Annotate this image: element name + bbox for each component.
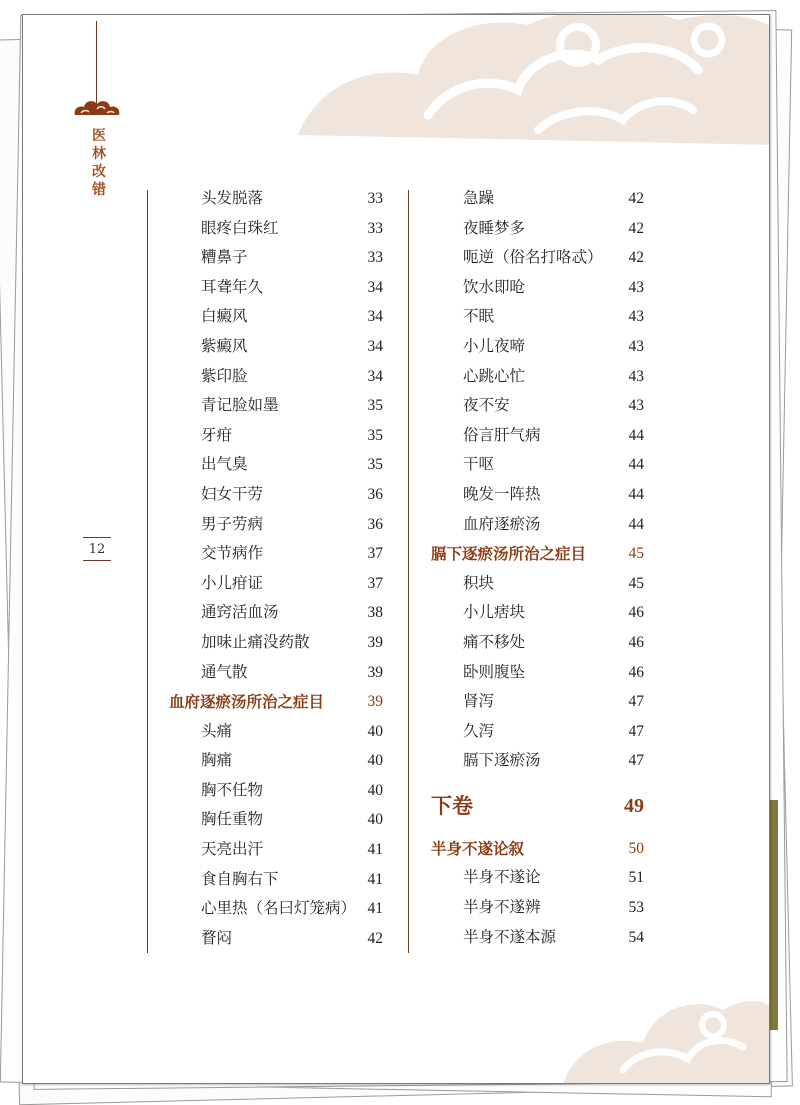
toc-entry-page: 33 [367, 219, 383, 237]
toc-entry-page: 36 [367, 485, 383, 503]
toc-entry-page: 53 [628, 899, 644, 917]
toc-entry-page: 38 [367, 604, 383, 622]
toc-entry-page: 54 [628, 928, 644, 946]
toc-entry-title: 眼疼白珠红 [201, 218, 279, 237]
toc-section-heading [169, 687, 383, 717]
toc-volume-entry [431, 781, 644, 831]
toc-entry [431, 421, 644, 451]
toc-entry-title: 心里热（名曰灯笼病） [201, 899, 357, 918]
toc-entry-page: 40 [367, 722, 383, 740]
toc-entry [169, 717, 383, 747]
toc-entry-title: 干呕 [463, 455, 495, 474]
toc-entry-title: 食自胸右下 [201, 869, 279, 888]
toc-entry-title: 糟鼻子 [201, 248, 248, 267]
toc-entry-title: 肾泻 [463, 692, 495, 711]
toc-right-column [431, 184, 644, 952]
toc-entry-page: 49 [624, 794, 644, 817]
toc-entry-title: 头痛 [201, 721, 233, 740]
toc-entry [169, 924, 383, 954]
toc-entry-page: 46 [628, 604, 644, 622]
toc-section-heading [431, 539, 644, 569]
toc-entry-title: 心跳心忙 [463, 366, 526, 385]
toc-entry [431, 480, 644, 510]
column-rule [408, 190, 409, 953]
toc-entry [169, 362, 383, 392]
toc-entry [431, 893, 644, 923]
toc-entry [169, 332, 383, 362]
toc-entry [169, 658, 383, 688]
toc-entry-page: 43 [628, 278, 644, 296]
toc-entry-page: 35 [367, 456, 383, 474]
toc-entry [431, 687, 644, 717]
toc-entry [169, 302, 383, 332]
toc-entry [431, 302, 644, 332]
toc-entry [431, 391, 644, 421]
toc-entry [431, 658, 644, 688]
toc-entry-title: 饮水即呛 [463, 277, 526, 296]
toc-entry [431, 450, 644, 480]
toc-entry [431, 923, 644, 953]
toc-entry [431, 510, 644, 540]
toc-entry-title: 通气散 [201, 662, 248, 681]
toc-entry-page: 34 [367, 278, 383, 296]
toc-entry-title: 不眠 [463, 307, 495, 326]
toc-entry [169, 391, 383, 421]
toc-entry-page: 39 [367, 633, 383, 651]
book-title: 医林改错 [92, 128, 106, 198]
toc-entry [169, 776, 383, 806]
column-rule [147, 190, 148, 953]
toc-entry-page: 36 [367, 515, 383, 533]
toc-entry-page: 40 [367, 752, 383, 770]
toc-entry-page: 41 [367, 841, 383, 859]
toc-entry-title: 晚发一阵热 [463, 484, 541, 503]
toc-entry [431, 628, 644, 658]
toc-entry-page: 47 [628, 693, 644, 711]
toc-entry-page: 50 [628, 839, 644, 857]
toc-entry-page: 43 [628, 308, 644, 326]
toc-entry [169, 273, 383, 303]
toc-entry-title: 耳聋年久 [201, 277, 264, 296]
toc-entry [169, 569, 383, 599]
toc-entry-page: 34 [367, 367, 383, 385]
toc-entry [431, 273, 644, 303]
toc-entry-page: 33 [367, 190, 383, 207]
toc-entry-title: 久泻 [463, 721, 495, 740]
toc-entry [169, 421, 383, 451]
toc-entry [431, 243, 644, 273]
toc-entry-title: 男子劳病 [201, 514, 264, 533]
toc-entry-title: 血府逐瘀汤 [463, 514, 541, 533]
toc-entry-title: 头发脱落 [201, 189, 264, 207]
toc-entry-page: 41 [367, 900, 383, 918]
toc-entry [431, 863, 644, 893]
toc-entry [169, 243, 383, 273]
toc-entry-title: 胸不任物 [201, 780, 264, 799]
toc-entry-page: 35 [367, 397, 383, 415]
toc-entry [169, 539, 383, 569]
toc-entry [169, 450, 383, 480]
toc-entry-title: 小儿痞块 [463, 603, 526, 622]
toc-entry-title: 卧则腹坠 [463, 662, 526, 681]
toc-entry-page: 42 [628, 219, 644, 237]
toc-entry [169, 214, 383, 244]
toc-entry [431, 214, 644, 244]
toc-entry-title: 俗言肝气病 [463, 425, 541, 444]
toc-entry-page: 42 [628, 190, 644, 207]
back-sheet-edge [770, 800, 778, 1030]
toc-entry-page: 40 [367, 811, 383, 829]
toc-entry-page: 41 [367, 870, 383, 888]
toc-entry-title: 胸痛 [201, 751, 233, 770]
toc-entry-page: 47 [628, 752, 644, 770]
toc-entry [431, 362, 644, 392]
toc-entry-page: 43 [628, 367, 644, 385]
book-page [22, 14, 770, 1084]
toc-entry-title: 紫印脸 [201, 366, 248, 385]
toc-entry-page: 46 [628, 633, 644, 651]
toc-entry [169, 184, 383, 214]
toc-entry-title: 呃逆（俗名打咯忒） [463, 248, 603, 267]
toc-entry-title: 半身不遂辨 [463, 898, 541, 917]
page-number: 12 [83, 537, 111, 561]
toc-entry-page: 37 [367, 574, 383, 592]
toc-entry [431, 717, 644, 747]
toc-entry-page: 35 [367, 426, 383, 444]
toc-entry-title: 加味止痛没药散 [201, 632, 310, 651]
toc-entry-page: 45 [628, 574, 644, 592]
toc-entry-title: 半身不遂论叙 [431, 838, 525, 858]
toc-entry-title: 天亮出汗 [201, 840, 264, 859]
toc-entry-title: 牙疳 [201, 425, 233, 444]
toc-entry-title: 下卷 [431, 792, 473, 818]
cloud-pattern-icon [563, 955, 770, 1084]
toc-entry-page: 44 [628, 485, 644, 503]
toc-entry-title: 胸任重物 [201, 810, 264, 829]
cloud-pattern-icon [278, 14, 770, 145]
toc-entry-page: 44 [628, 515, 644, 533]
toc-entry-title: 半身不遂论 [463, 868, 541, 887]
toc-entry-page: 45 [628, 545, 644, 563]
toc-entry [431, 598, 644, 628]
toc-entry-title: 瞀闷 [201, 928, 233, 947]
toc-left-column [169, 184, 383, 953]
toc-entry-page: 37 [367, 545, 383, 563]
toc-entry-page: 39 [367, 693, 383, 711]
toc-entry [169, 598, 383, 628]
toc-entry-page: 34 [367, 308, 383, 326]
toc-entry-title: 膈下逐瘀汤所治之症目 [431, 544, 587, 564]
toc-entry-title: 急躁 [463, 189, 495, 207]
toc-entry-title: 夜睡梦多 [463, 218, 526, 237]
toc-entry [431, 184, 644, 214]
toc-entry-title: 血府逐瘀汤所治之症目 [169, 692, 325, 712]
toc-entry-title: 小儿夜啼 [463, 336, 526, 355]
toc-entry [431, 746, 644, 776]
toc-entry-title: 小儿疳证 [201, 573, 264, 592]
toc-entry [169, 865, 383, 895]
toc-entry-title: 膈下逐瘀汤 [463, 751, 541, 770]
toc-entry-page: 44 [628, 456, 644, 474]
toc-entry-title: 出气臭 [201, 455, 248, 474]
toc-entry-title: 痛不移处 [463, 632, 526, 651]
toc-entry [169, 894, 383, 924]
auspicious-cloud-icon [71, 95, 123, 121]
toc-entry [169, 805, 383, 835]
toc-entry-title: 半身不遂本源 [463, 927, 557, 946]
toc-section-heading [431, 834, 644, 864]
toc-entry-title: 妇女干劳 [201, 484, 264, 503]
toc-entry-title: 积块 [463, 573, 495, 592]
toc-entry-page: 51 [628, 869, 644, 887]
toc-entry [169, 746, 383, 776]
toc-entry-page: 43 [628, 337, 644, 355]
toc-entry [169, 510, 383, 540]
toc-entry-title: 紫癜风 [201, 336, 248, 355]
toc-entry-page: 42 [367, 929, 383, 947]
toc-entry-page: 34 [367, 337, 383, 355]
toc-entry-page: 44 [628, 426, 644, 444]
toc-entry-page: 33 [367, 249, 383, 267]
toc-entry-page: 46 [628, 663, 644, 681]
toc-entry-page: 43 [628, 397, 644, 415]
toc-entry [431, 332, 644, 362]
toc-entry [169, 480, 383, 510]
toc-entry-page: 39 [367, 663, 383, 681]
toc-entry [169, 835, 383, 865]
toc-entry-title: 通窍活血汤 [201, 603, 279, 622]
toc-entry-title: 青记脸如墨 [201, 396, 279, 415]
toc-entry [431, 569, 644, 599]
toc-entry-title: 交节病作 [201, 544, 264, 563]
toc-entry-title: 夜不安 [463, 396, 510, 415]
toc-entry [169, 628, 383, 658]
toc-entry-page: 40 [367, 781, 383, 799]
toc-entry-page: 47 [628, 722, 644, 740]
toc-entry-page: 42 [628, 249, 644, 267]
toc-entry-title: 白癜风 [201, 307, 248, 326]
